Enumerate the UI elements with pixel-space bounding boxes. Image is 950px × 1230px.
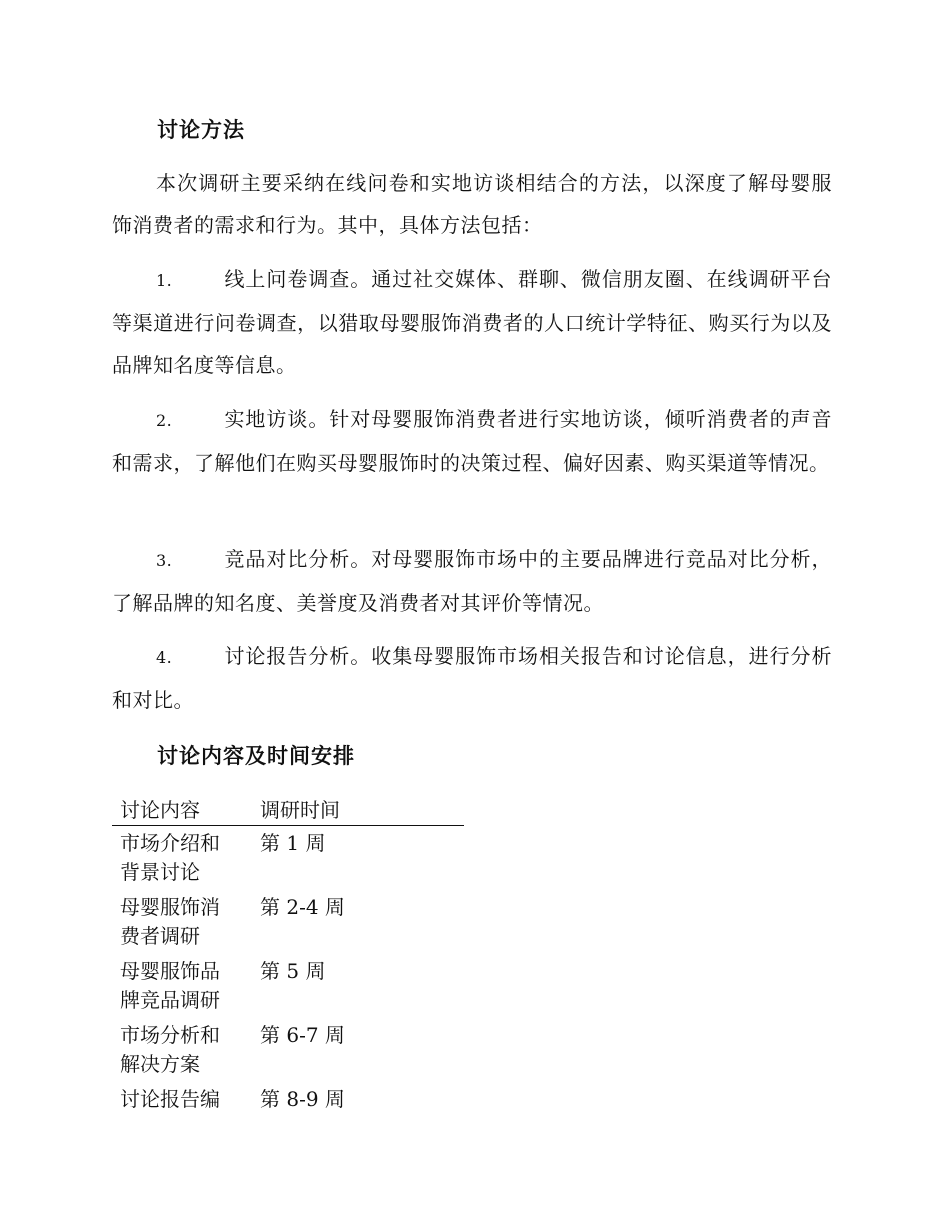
table-row	[112, 1018, 464, 1082]
table-cell: 母婴服饰消费者调研	[120, 895, 220, 948]
list-item-number: 2.	[156, 411, 173, 430]
list-item-text: 讨论报告分析。收集母婴服饰市场相关报告和讨论信息，进行分析和对比。	[112, 644, 832, 712]
table-row	[112, 890, 464, 954]
table-row	[112, 1082, 464, 1117]
table-row	[112, 954, 464, 1018]
list-item	[112, 635, 832, 721]
list-item	[112, 258, 832, 386]
section-heading-methods: 讨论方法	[157, 117, 245, 142]
list-item	[112, 398, 832, 484]
table-cell: 第 5 周	[260, 959, 326, 983]
list-item-number: 1.	[156, 271, 173, 290]
table-cell: 母婴服饰品牌竞品调研	[120, 959, 220, 1012]
table-header-row	[112, 790, 464, 826]
table-cell: 讨论报告编	[120, 1087, 220, 1111]
schedule-table	[112, 790, 464, 1117]
list-item-text: 实地访谈。针对母婴服饰消费者进行实地访谈，倾听消费者的声音和需求，了解他们在购买母婴服饰时的决策过程、偏好因素、购买渠道等情况。	[112, 407, 832, 475]
column-header: 讨论内容	[112, 790, 252, 826]
table-row	[112, 826, 464, 891]
table-cell: 第 8-9 周	[260, 1087, 345, 1111]
list-item-number: 4.	[156, 648, 173, 667]
list-item-number: 3.	[156, 551, 173, 570]
table-cell: 第 6-7 周	[260, 1023, 345, 1047]
table-cell: 第 2-4 周	[260, 895, 345, 919]
list-item-text: 竞品对比分析。对母婴服饰市场中的主要品牌进行竞品对比分析，了解品牌的知名度、美誉度及消费者对其评价等情况。	[112, 547, 832, 615]
column-header: 调研时间	[252, 790, 464, 826]
table-cell: 市场分析和解决方案	[120, 1023, 220, 1076]
list-item	[112, 538, 832, 624]
table-cell: 第 1 周	[260, 831, 326, 855]
intro-paragraph: 本次调研主要采纳在线问卷和实地访谈相结合的方法，以深度了解母婴服饰消费者的需求和行为。其中，具体方法包括：	[112, 171, 832, 237]
section-heading-schedule: 讨论内容及时间安排	[157, 743, 355, 768]
table-cell: 市场介绍和背景讨论	[120, 831, 220, 884]
list-item-text: 线上问卷调查。通过社交媒体、群聊、微信朋友圈、在线调研平台等渠道进行问卷调查，以猎取母婴服饰消费者的人口统计学特征、购买行为以及品牌知名度等信息。	[112, 267, 832, 377]
